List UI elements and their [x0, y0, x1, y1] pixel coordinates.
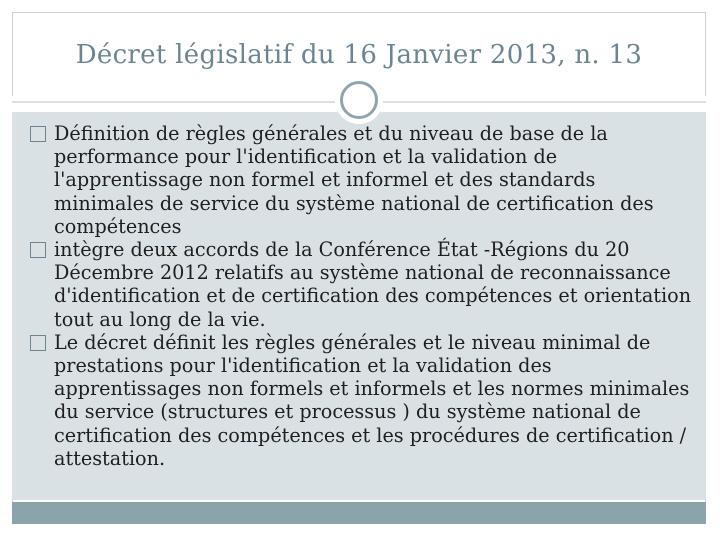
footer-bar [12, 502, 706, 524]
circle-ornament-icon [340, 81, 378, 119]
square-bullet-icon [30, 126, 46, 142]
bullet-text: Définition de règles générales et du niveau de base de la performance pour l'identification et la validation de l'apprentissage non formel et informel et des standards minimales de service du système national de certification des compétences [54, 122, 654, 238]
slide-title: Décret législatif du 16 Janvier 2013, n. 13 [75, 40, 643, 70]
bullet-text: Le décret définit les règles générales et le niveau minimal de prestations pour l'identification et la validation des apprentissages non formels et informels et les normes minimales du service (structures et processus ) du système national de certification des compétences et les procédures de certification / attestation. [54, 330, 690, 470]
bullet-list [30, 122, 695, 470]
square-bullet-icon [30, 335, 46, 351]
bullet-text: intègre deux accords de la Conférence État -Régions du 20 Décembre 2012 relatifs au système national de reconnaissance d'identification et de certification des compétences et orientation tout au long de la vie. [54, 238, 692, 331]
bullet-item [30, 331, 695, 470]
bullet-item [30, 122, 695, 238]
bullet-item [30, 238, 695, 331]
square-bullet-icon [30, 242, 46, 258]
